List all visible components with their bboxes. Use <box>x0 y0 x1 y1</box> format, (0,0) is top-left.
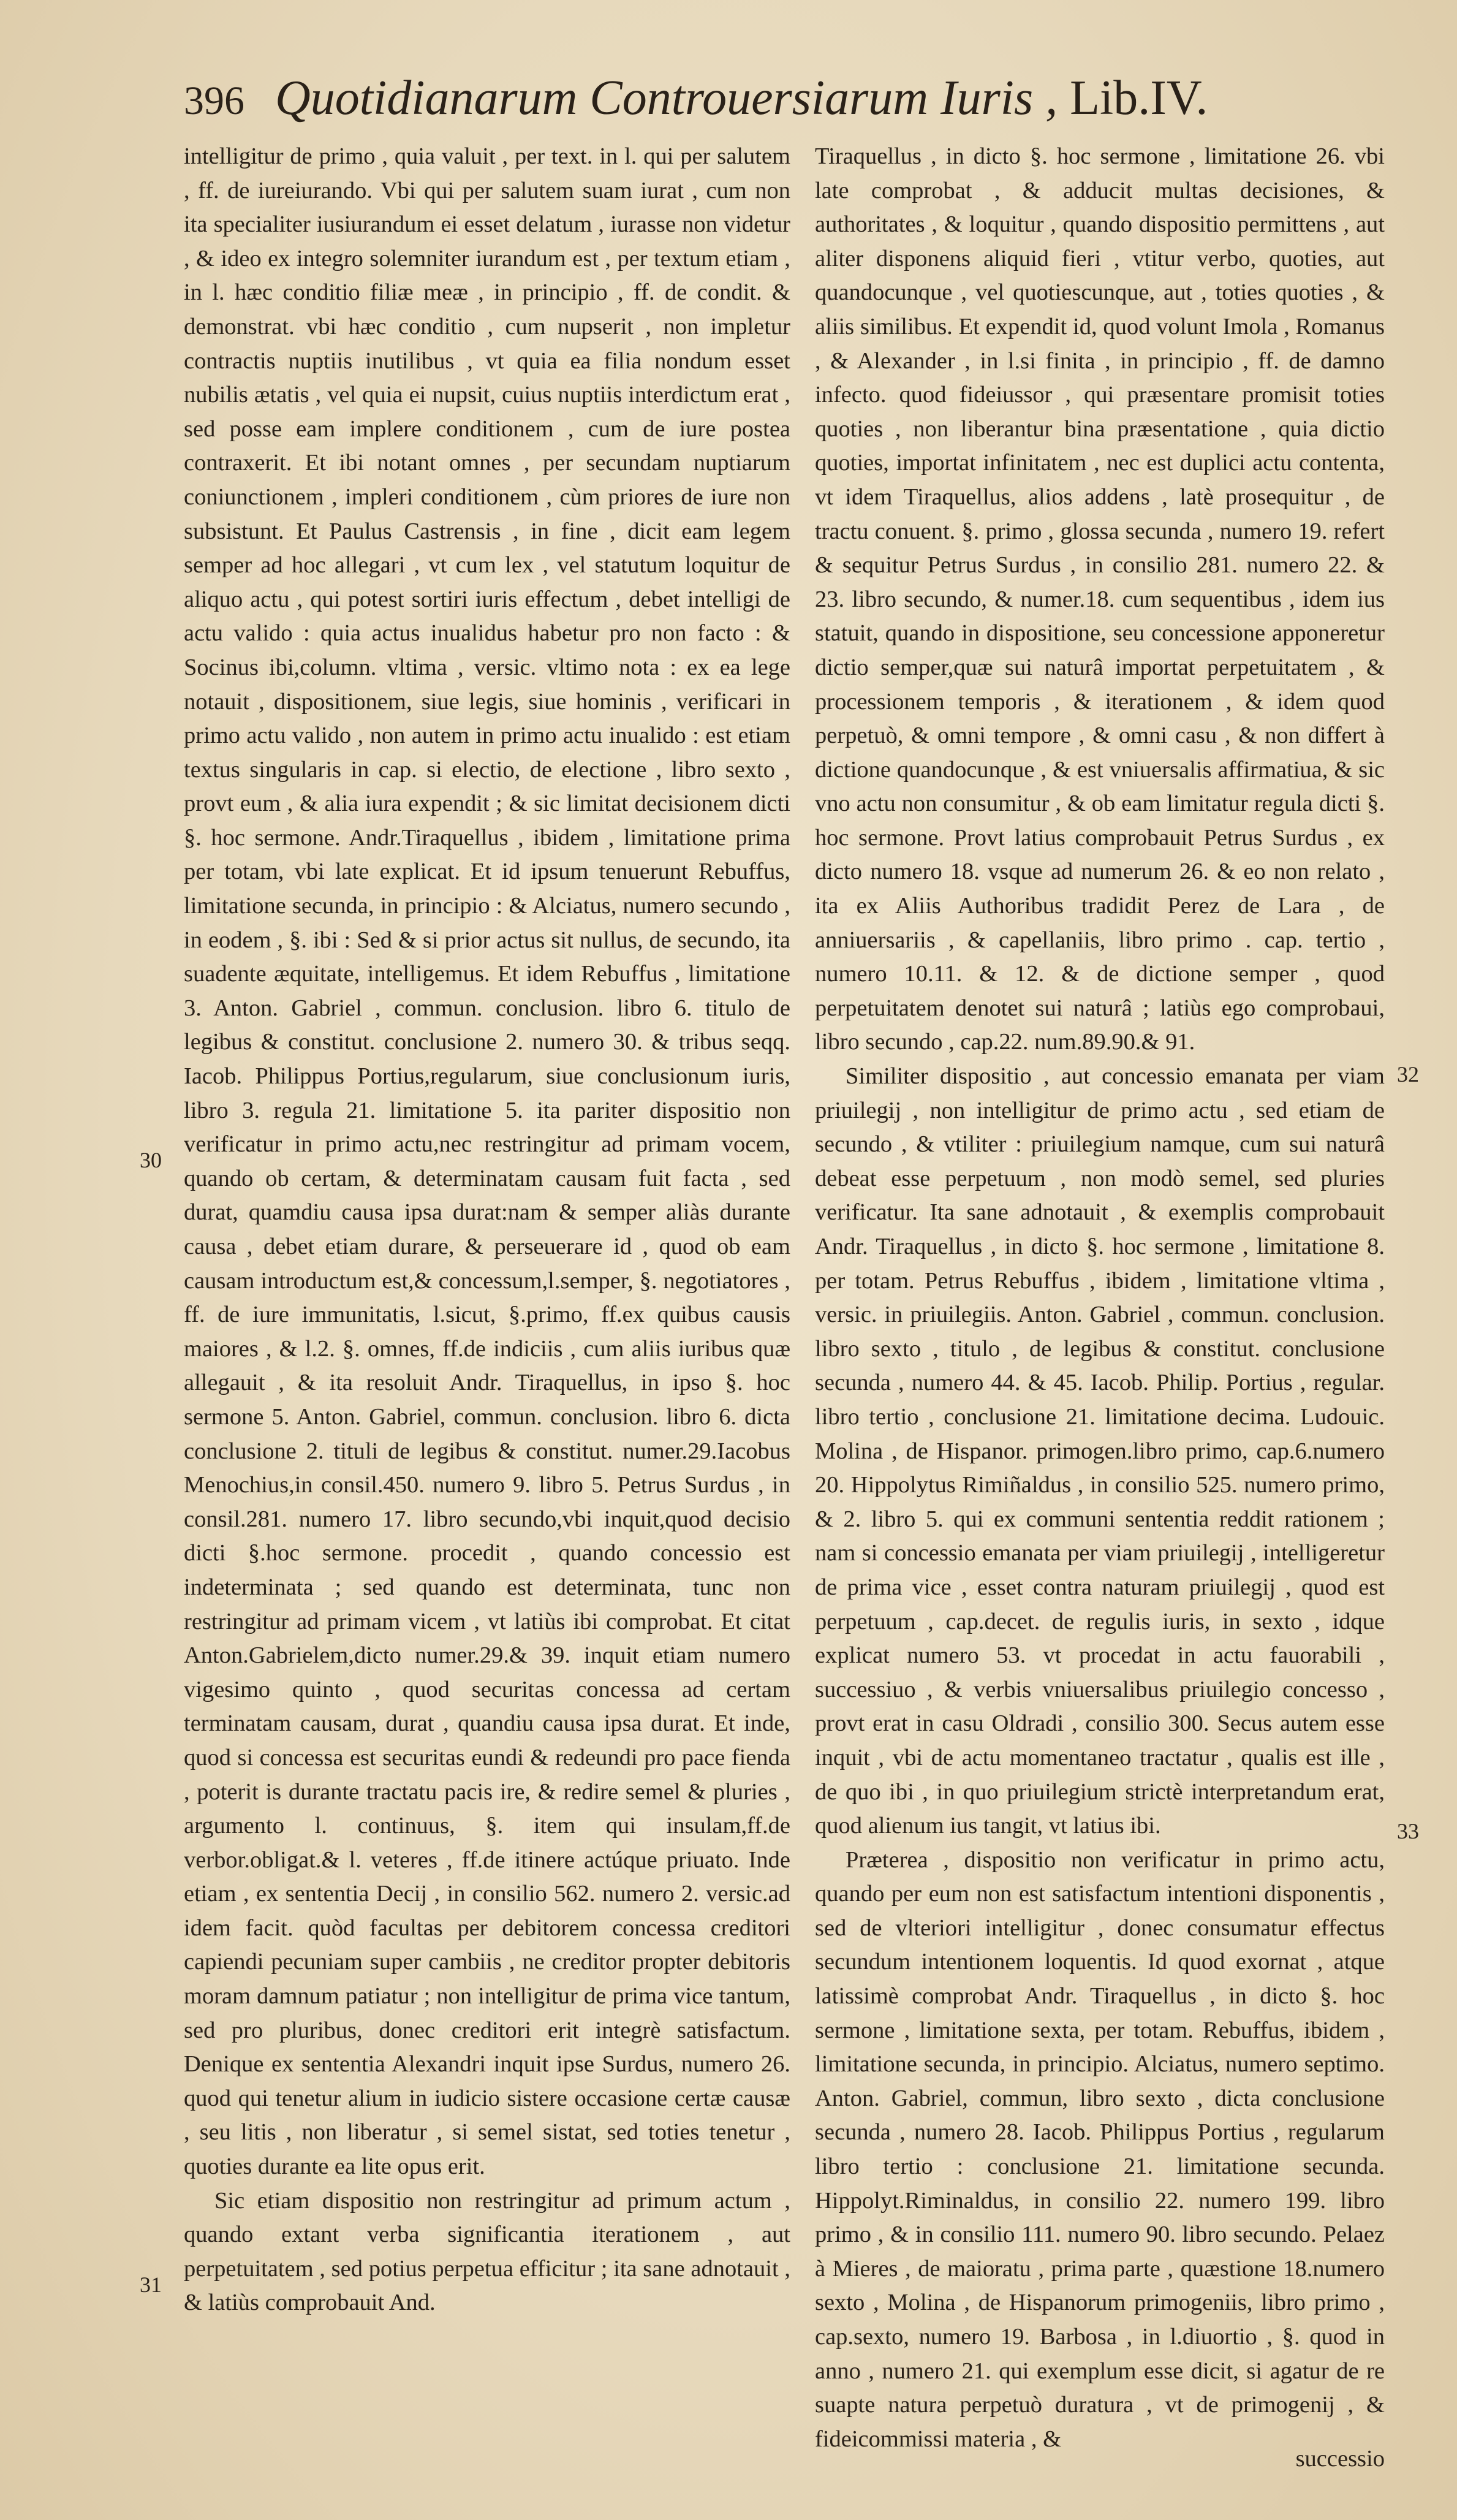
running-title-text: Quotidianarum Controuersiarum Iuris , <box>275 71 1058 125</box>
margin-number-32: 32 <box>1397 1062 1419 1087</box>
margin-number-30: 30 <box>140 1148 162 1172</box>
left-column <box>184 140 790 2320</box>
book-label: Lib.IV. <box>1070 71 1208 125</box>
right-paragraph-3: Præterea , dispositio non verificatur in primo actu, quando per eum non est satisfactum intentioni disponentis , sed de vlteriori intelligitur , donec consumatur effectus secundum intentionem loquentis. Id quod exornat , atque latissimè comprobat Andr. Tiraquellus , in dicto §. hoc sermone , limitatione sexta, per totam. Rebuffus, ibidem , limitatione secunda, in principio. Alciatus, numero septimo. Anton. Gabriel, commun, libro sexto , dicta conclusione secunda , numero 28. Iacob. Philippus Portius , regularum libro tertio : conclusione 21. limitatione secunda. Hippolyt.Riminaldus, in consilio 22. numero 199. libro primo , & in consilio 111. numero 90. libro secundo. Pelaez à Mieres , de maioratu , prima parte , quæstione 18.numero sexto , Molina , de Hispanorum primogeniis, libro primo , cap.sexto, numero 19. Barbosa , in l.diuortio , §. quod in anno , numero 21. qui exemplum esse dicit, si agatur de re suapte natura perpetuò duratura , vt de primogenij , & fideicommissi materia , & <box>815 1846 1385 2452</box>
right-paragraph-2: Similiter dispositio , aut concessio emanata per viam priuilegij , non intelligitur de primo actu , sed etiam de secundo , & vtiliter : priuilegium namque, cum sui naturâ debeat esse perpetuum , non modò semel, sed pluries verificatur. Ita sane adnotauit , & exemplis comprobauit Andr. Tiraquellus , in dicto §. hoc sermone , limitatione 8. per totam. Petrus Rebuffus , ibidem , limitatione vltima , versic. in priuilegiis. Anton. Gabriel , commun. conclusion. libro sexto , titulo , de legibus & constitut. conclusione secunda , numero 44. & 45. Iacob. Philip. Portius , regular. libro tertio , conclusione 21. limitatione decima. Ludouic. Molina , de Hispanor. primogen.libro primo, cap.6.numero 20. Hippolytus Rimiñaldus , in consilio 525. numero primo, & 2. libro 5. qui ex communi sententia reddit rationem ; nam si concessio emanata per viam priuilegij , intelligeretur de prima vice , esset contra naturam priuilegij , quod est perpetuum , cap.decet. de regulis iuris, in sexto , idque explicat numero 53. vt procedat in actu fauorabili , successiuo , & verbis vniuersalibus priuilegio concesso , provt erat in casu Oldradi , consilio 300. Secus autem esse inquit , vbi de actu momentaneo tractatur , qualis est ille , de quo ibi , in quo priuilegium strictè interpretandum erat, quod alienum ius tangit, vt latius ibi. <box>815 1063 1385 1839</box>
page-header <box>184 71 1225 141</box>
right-column <box>815 140 1385 2456</box>
left-paragraph-2: Sic etiam dispositio non restringitur ad primum actum , quando extant verba significantia iterationem , aut perpetuitatem , sed potius perpetua efficitur ; ita sane adnotauit , & latiùs comprobauit And. <box>184 2187 790 2316</box>
left-paragraph-1: intelligitur de primo , quia valuit , per text. in l. qui per salutem , ff. de iureiurando. Vbi qui per salutem suam iurat , cum non ita specialiter iusiurandum ei esset delatum , iurasse non videtur , & ideo ex integro solemniter iurandum est , per textum etiam , in l. hæc conditio filiæ meæ , in principio , ff. de condit. & demonstrat. vbi hæc conditio , cum nupserit , non impletur contractis nuptiis inutilibus , vt quia ea filia nondum esset nubilis ætatis , vel quia ei nupsit, cuius nuptiis interdictum erat , sed posse eam implere conditionem , cum de iure postea contraxerit. Et ibi notant omnes , per secundam nuptiarum coniunctionem , impleri conditionem , cùm priores de iure non subsistunt. Et Paulus Castrensis , in fine , dicit eam legem semper ad hoc allegari , vt cum lex , vel statutum loquitur de aliquo actu , qui potest sortiri iuris effectum , debet intelligi de actu valido : quia actus inualidus habetur pro non facto : & Socinus ibi,column. vltima , versic. vltimo nota : ex ea lege notauit , dispositionem, siue legis, siue hominis , verificari in primo actu valido , non autem in primo actu inualido : est etiam textus singularis in cap. si electio, de electione , libro sexto , provt eum , & alia iura expendit ; & sic limitat decisionem dicti §. hoc sermone. Andr.Tiraquellus , ibidem , limitatione prima per totam, vbi late explicat. Et id ipsum tenuerunt Rebuffus, limitatione secunda, in principio : & Alciatus, numero secundo , in eodem , §. ibi : Sed & si prior actus sit nullus, de secundo, ita suadente æquitate, intelligemus. Et idem Rebuffus , limitatione 3. Anton. Gabriel , commun. conclusion. libro 6. titulo de legibus & constitut. conclusione 2. numero 30. & tribus seqq. Iacob. Philippus Portius,regularum, siue conclusionum iuris, libro 3. regula 21. limitatione 5. ita pariter dispositio non verificatur in primo actu,nec restringitur ad primam vocem, quando ob certam, & determinatam causam fuit facta , sed durat, quamdiu causa ipsa durat:nam & semper aliàs durante causa , debet etiam durare, & perseuerare id , quod ob eam causam introductum est,& concessum,l.semper, §. negotiatores , ff. de iure immunitatis, l.sicut, §.primo, ff.ex quibus causis maiores , & l.2. §. omnes, ff.de indiciis , cum aliis iuribus quæ allegauit , & ita resoluit Andr. Tiraquellus, in ipso §. hoc sermone 5. Anton. Gabriel, commun. conclusion. libro 6. dicta conclusione 2. tituli de legibus & constitut. numer.29.Iacobus Menochius,in consil.450. numero 9. libro 5. Petrus Surdus , in consil.281. numero 17. libro secundo,vbi inquit,quod decisio dicti §.hoc sermone. procedit , quando concessio est indeterminata ; sed quando est determinata, tunc non restringitur ad primam vicem , vt latiùs ibi comprobat. Et citat Anton.Gabrielem,dicto numer.29.& 39. inquit etiam numero vigesimo quinto , quod securitas concessa ad certam terminatam causam, durat , quandiu causa ipsa durat. Et inde, quod si concessa est securitas eundi & redeundi pro pace fienda , poterit is durante tractatu pacis ire, & redire semel & pluries , argumento l. continuus, §. item qui insulam,ff.de verbor.obligat.& l. veteres , ff.de itinere actúque priuato. Inde etiam , ex sententia Decij , in consilio 562. numero 2. versic.ad idem facit. quòd facultas per debitorem concessa creditori capiendi pecuniam super cambiis , ne creditor propter debitoris moram damnum patiatur ; non intelligitur de prima vice tantum, sed pro pluribus, donec creditori erit integrè satisfactum. Denique ex sententia Alexandri inquit ipse Surdus, numero 26. quod qui tenetur alium in iudicio sistere occasione certæ causæ , seu litis , non liberatur , si semel sistat, sed toties tenetur , quoties durante ea lite opus erit. <box>184 143 790 2180</box>
margin-number-31: 31 <box>140 2272 162 2297</box>
margin-number-33: 33 <box>1397 1819 1419 1843</box>
running-title <box>275 71 1208 125</box>
page-number: 396 <box>184 78 244 123</box>
catchword: successio <box>1295 2446 1385 2472</box>
right-paragraph-1: Tiraquellus , in dicto §. hoc sermone , limitatione 26. vbi late comprobat , & adducit multas decisiones, & authoritates , & loquitur , quando dispositio permittens , aut aliter disponens aliquid fieri , vtitur verbo, quoties, aut quandocunque , vel quotiescunque, aut , toties quoties , & aliis similibus. Et expendit id, quod volunt Imola , Romanus , & Alexander , in l.si finita , in principio , ff. de damno infecto. quod fideiussor , qui præsentare promisit toties quoties , non liberantur bina præsentatione , quia dictio quoties, importat infinitatem , nec est duplici actu contenta, vt idem Tiraquellus, alios addens , latè prosequitur , de tractu conuent. §. primo , glossa secunda , numero 19. refert & sequitur Petrus Surdus , in consilio 281. numero 22. & 23. libro secundo, & numer.18. cum sequentibus , idem ius statuit, quando in dispositione, seu concessione apponeretur dictio semper,quæ sui naturâ importat perpetuitatem , & processionem temporis , & iterationem , & idem quod perpetuò, & omni tempore , & omni casu , & non differt à dictione quandocunque , & est vniuersalis affirmatiua, & sic vno actu non consumitur , & ob eam limitatur regula dicti §. hoc sermone. Provt latius comprobauit Petrus Surdus , ex dicto numero 18. vsque ad numerum 26. & eo non relato , ita ex Aliis Authoribus tradidit Perez de Lara , de anniuersariis , & capellaniis, libro primo . cap. tertio , numero 10.11. & 12. & de dictione semper , quod perpetuitatem denotet sui naturâ ; latiùs ego comprobaui, libro secundo , cap.22. num.89.90.& 91. <box>815 143 1385 1055</box>
